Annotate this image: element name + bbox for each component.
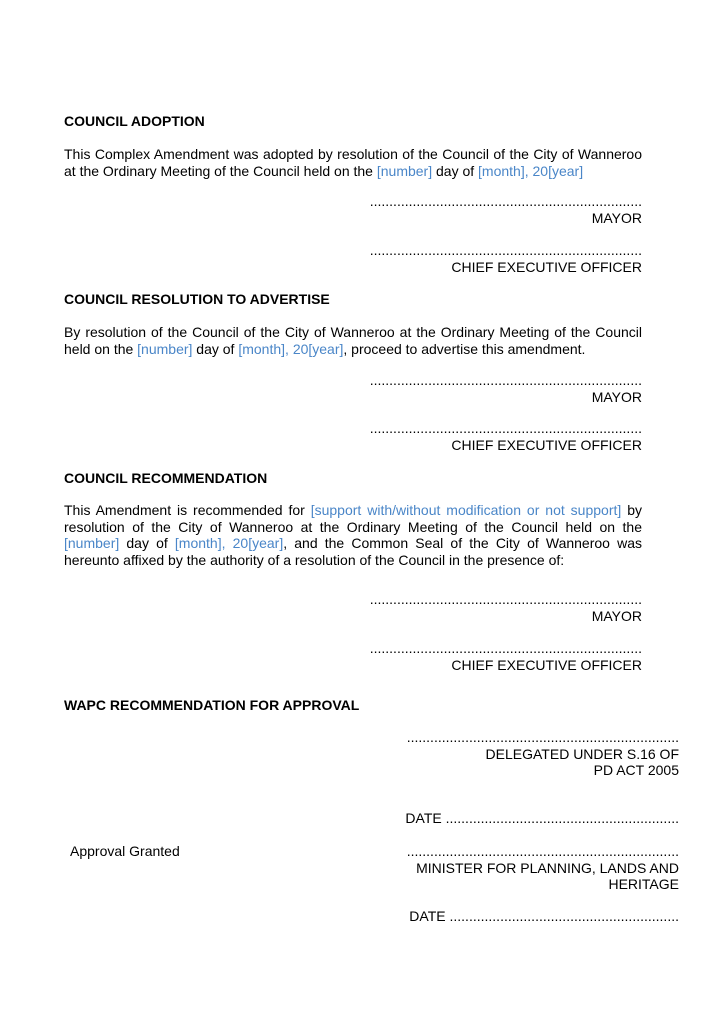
signature-dots: ...................................................................... [369, 242, 642, 258]
adoption-text-day: day of [432, 162, 479, 179]
recommendation-text-day: day of [119, 535, 175, 551]
delegated-line-2: PD ACT 2005 [593, 762, 679, 778]
wapc-date-1 [405, 810, 679, 827]
recommendation-mayor-signature [370, 591, 642, 624]
council-recommendation-paragraph [64, 502, 642, 568]
signature-dots: ...................................................................... [406, 843, 679, 859]
wapc-heading: WAPC RECOMMENDATION FOR APPROVAL [64, 697, 360, 713]
date-dots: ........................................................... [449, 908, 679, 924]
adoption-mayor-signature [370, 193, 642, 226]
signature-dots: ...................................................................... [369, 591, 642, 607]
resolution-text-day: day of [192, 340, 239, 357]
signature-role: MAYOR [591, 209, 642, 226]
minister-line-1: MINISTER FOR PLANNING, LANDS AND [416, 859, 679, 876]
resolution-text-end: , proceed to advertise this amendment. [343, 340, 586, 357]
adoption-text: This Complex Amendment was adopted by resolution of the Council of the City of Wanneroo at the Ordinary Meeting of the Council held on the [64, 146, 642, 179]
recommendation-number-placeholder: [number] [64, 535, 120, 551]
resolution-month-year-placeholder: [month], 20[year] [238, 340, 344, 357]
recommendation-text: This Amendment is recommended for [64, 502, 311, 518]
recommendation-month-year-placeholder: [month], 20[year] [174, 535, 284, 551]
delegated-line-1: DELEGATED UNDER S.16 OF [485, 745, 679, 762]
date-label: DATE [405, 810, 442, 826]
signature-role: CHIEF EXECUTIVE OFFICER [451, 258, 642, 275]
signature-dots: ...................................................................... [369, 193, 642, 209]
signature-dots: ...................................................................... [369, 420, 642, 436]
council-resolution-paragraph [64, 324, 642, 357]
council-recommendation-heading: COUNCIL RECOMMENDATION [64, 470, 268, 486]
signature-dots: ...................................................................... [406, 729, 679, 745]
signature-role: MAYOR [591, 607, 642, 624]
wapc-date-2 [409, 908, 679, 925]
council-resolution-heading: COUNCIL RESOLUTION TO ADVERTISE [64, 291, 330, 307]
resolution-ceo-signature [370, 420, 642, 453]
resolution-text: By resolution of the Council of the City of Wanneroo at the Ordinary Meeting of the Council held on the [64, 324, 642, 357]
adoption-month-year-placeholder: [month], 20[year] [478, 162, 584, 179]
approval-granted-label: Approval Granted [70, 843, 180, 859]
resolution-number-placeholder: [number] [137, 340, 193, 357]
date-dots: ............................................................ [445, 810, 679, 826]
signature-role: CHIEF EXECUTIVE OFFICER [451, 436, 642, 453]
wapc-delegated-signature [407, 729, 679, 779]
wapc-minister-signature [407, 843, 679, 893]
signature-dots: ...................................................................... [369, 640, 642, 656]
recommendation-support-placeholder: [support with/without modification or not support] [310, 502, 622, 518]
council-adoption-heading: COUNCIL ADOPTION [64, 113, 205, 129]
signature-role: MAYOR [591, 388, 642, 405]
resolution-mayor-signature [370, 372, 642, 405]
date-label: DATE [409, 908, 446, 924]
recommendation-text-resolution: by resolution of the City of Wanneroo at the Ordinary Meeting of the Council held on the [64, 502, 642, 535]
recommendation-text-end: , and the Common Seal of the City of Wanneroo was hereunto affixed by the authority of a resolution of the Council in the presence of: [64, 535, 642, 568]
minister-line-2: HERITAGE [608, 876, 679, 892]
recommendation-ceo-signature [370, 640, 642, 673]
adoption-number-placeholder: [number] [376, 162, 433, 179]
adoption-ceo-signature [370, 242, 642, 275]
signature-dots: ...................................................................... [369, 372, 642, 388]
council-adoption-paragraph [64, 146, 642, 179]
signature-role: CHIEF EXECUTIVE OFFICER [451, 656, 642, 673]
